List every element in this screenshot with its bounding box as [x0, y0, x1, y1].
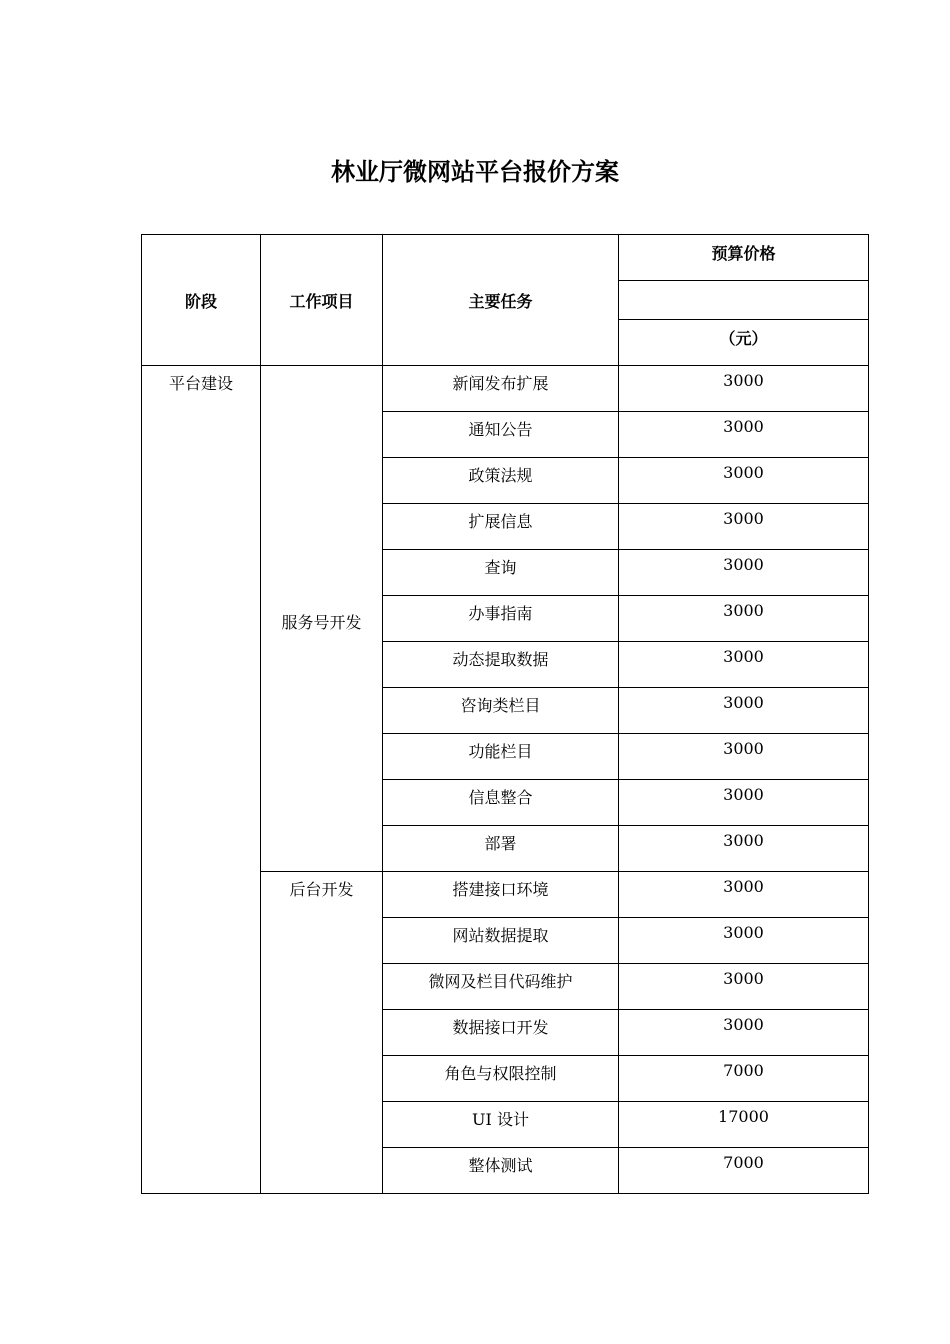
- document-title: 林业厅微网站平台报价方案: [331, 157, 619, 186]
- price-cell: 17000: [619, 1102, 869, 1148]
- price-cell: 3000: [619, 642, 869, 688]
- header-price-blank: [619, 281, 869, 320]
- header-task: 主要任务: [383, 235, 619, 366]
- price-cell: 3000: [619, 780, 869, 826]
- header-price: 预算价格: [619, 235, 869, 281]
- task-cell: 扩展信息: [383, 504, 619, 550]
- price-cell: 3000: [619, 1010, 869, 1056]
- quote-table: [141, 234, 869, 1194]
- price-cell: 3000: [619, 366, 869, 412]
- header-stage: 阶段: [142, 235, 261, 366]
- task-cell: 微网及栏目代码维护: [383, 964, 619, 1010]
- stage-cell: 平台建设: [142, 366, 261, 1194]
- price-cell: 3000: [619, 412, 869, 458]
- task-cell: 功能栏目: [383, 734, 619, 780]
- header-item: 工作项目: [261, 235, 383, 366]
- task-cell: 新闻发布扩展: [383, 366, 619, 412]
- task-cell: 角色与权限控制: [383, 1056, 619, 1102]
- table-row: [142, 366, 869, 412]
- task-cell: 整体测试: [383, 1148, 619, 1194]
- price-cell: 3000: [619, 688, 869, 734]
- price-cell: 3000: [619, 458, 869, 504]
- task-cell: 办事指南: [383, 596, 619, 642]
- header-price-unit: （元）: [619, 320, 869, 366]
- task-cell: 政策法规: [383, 458, 619, 504]
- price-cell: 3000: [619, 826, 869, 872]
- task-cell: 网站数据提取: [383, 918, 619, 964]
- task-cell: 搭建接口环境: [383, 872, 619, 918]
- task-cell: 信息整合: [383, 780, 619, 826]
- price-cell: 3000: [619, 872, 869, 918]
- price-cell: 3000: [619, 918, 869, 964]
- price-cell: 3000: [619, 550, 869, 596]
- task-cell: 咨询类栏目: [383, 688, 619, 734]
- task-cell: 数据接口开发: [383, 1010, 619, 1056]
- task-cell: 部署: [383, 826, 619, 872]
- work-item-cell: 服务号开发: [261, 366, 383, 872]
- task-cell: UI 设计: [383, 1102, 619, 1148]
- header-row: [142, 235, 869, 281]
- task-cell: 动态提取数据: [383, 642, 619, 688]
- work-item-cell: 后台开发: [261, 872, 383, 1194]
- price-cell: 7000: [619, 1148, 869, 1194]
- price-cell: 3000: [619, 734, 869, 780]
- price-cell: 3000: [619, 964, 869, 1010]
- task-cell: 查询: [383, 550, 619, 596]
- task-cell: 通知公告: [383, 412, 619, 458]
- price-cell: 3000: [619, 596, 869, 642]
- price-cell: 7000: [619, 1056, 869, 1102]
- price-cell: 3000: [619, 504, 869, 550]
